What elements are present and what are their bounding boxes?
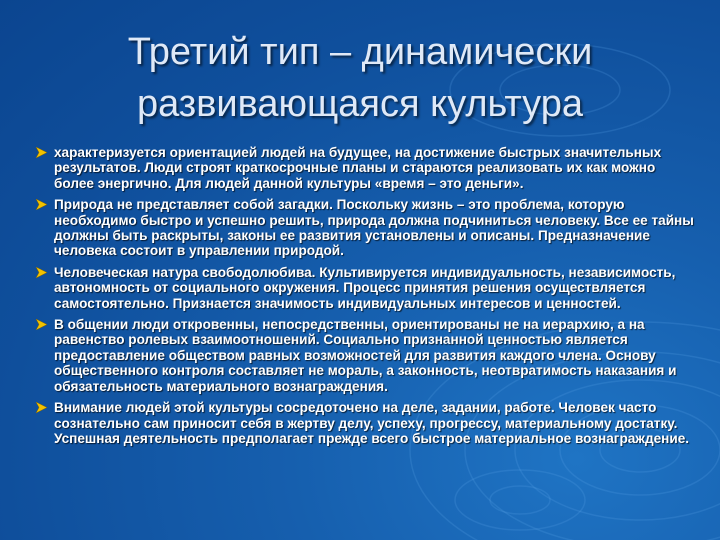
bullet-text: характеризуется ориентацией людей на будущее, на достижение быстрых значительных результатов. Люди строят краткосрочные планы и стараются реализовать их как можно более энергично. Для людей данной культуры «время – это деньги». (54, 145, 662, 191)
bullet-item (36, 265, 698, 311)
bullet-text: Человеческая натура свободолюбива. Культивируется индивидуальность, независимость, автономность от социального окружения. Процесс принятия решения осуществляется самостоятельно. Признается значимость индивидуальных интересов и ценностей. (54, 264, 676, 311)
bullet-item (36, 400, 698, 446)
bullet-item (36, 145, 698, 191)
arrow-bullet-icon (36, 199, 47, 210)
bullet-text: Природа не представляет собой загадки. Поскольку жизнь – это проблема, которую необходимо быстро и успешно решить, природа должна подчиниться человеку. Все ее тайны должны быть раскрыты, законы ее развития установлены и описаны. Предназначение человека состоит в управлении природой. (54, 197, 694, 259)
bullet-list (36, 145, 698, 452)
arrow-bullet-icon (36, 402, 47, 413)
arrow-bullet-icon (36, 267, 47, 278)
title-line-2: развивающаяся культура (136, 83, 584, 125)
slide-title (20, 26, 700, 130)
bullet-item (36, 197, 698, 259)
bullet-item (36, 317, 698, 394)
arrow-bullet-icon (36, 319, 47, 330)
title-line-1: Третий тип – динамически (127, 31, 593, 73)
bullet-text: Внимание людей этой культуры сосредоточено на деле, задании, работе. Человек часто сознательно сам приносит себя в жертву делу, успеху, прогрессу, материальному достатку. Успешная деятельность предполагает прежде всего быстрое материальное вознаграждение. (54, 400, 690, 446)
bullet-text: В общении люди откровенны, непосредственны, ориентированы не на иерархию, а на равенство ролевых взаимоотношений. Социально признанной ценностью является предоставление обществом равных возможностей для развития каждого члена. Основу общественного контроля составляет не мораль, а законность, неотвратимость наказания и обязательность материального вознаграждения. (54, 317, 677, 394)
arrow-bullet-icon (36, 147, 47, 158)
